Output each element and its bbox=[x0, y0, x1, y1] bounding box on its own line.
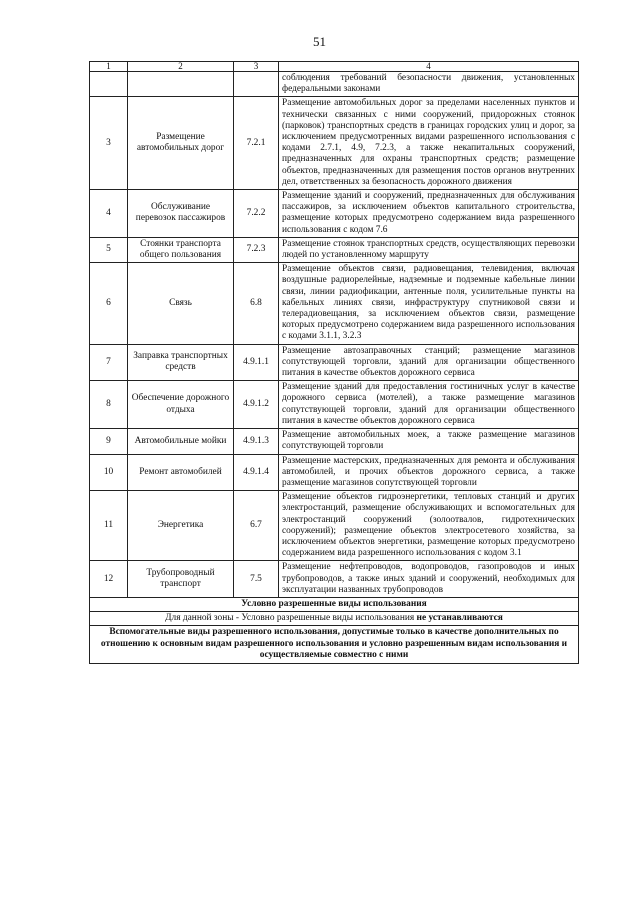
continuation-text: соблюдения требований безопасности движения, установленных федеральными законами bbox=[279, 72, 579, 97]
page-number: 51 bbox=[313, 34, 326, 49]
row-number: 7 bbox=[90, 344, 128, 381]
use-type-code: 4.9.1.1 bbox=[234, 344, 279, 381]
use-type-name: Трубопроводный транспорт bbox=[128, 561, 234, 598]
use-type-code: 7.2.2 bbox=[234, 190, 279, 238]
continuation-row bbox=[90, 72, 579, 97]
use-type-description: Размещение автозаправочных станций; размещение магазинов сопутствующей торговли, зданий для организации общественного питания в качестве объектов дорожного сервиса bbox=[279, 344, 579, 381]
use-type-code: 4.9.1.2 bbox=[234, 381, 279, 429]
column-number: 1 bbox=[90, 62, 128, 72]
conditional-note bbox=[90, 612, 579, 626]
auxiliary-section-row bbox=[90, 626, 579, 664]
use-type-name: Энергетика bbox=[128, 491, 234, 561]
table-row bbox=[90, 454, 579, 491]
conditional-note-row bbox=[90, 612, 579, 626]
use-type-code: 7.2.3 bbox=[234, 237, 279, 262]
table-row bbox=[90, 263, 579, 344]
auxiliary-section-title: Вспомогательные виды разрешенного использования, допустимые только в качестве дополнительных по отношению к основным видам разрешенного использования и условно разрешенным видам использования и осуществляемые совместно с ними bbox=[90, 626, 579, 664]
use-type-code: 4.9.1.4 bbox=[234, 454, 279, 491]
column-number: 4 bbox=[279, 62, 579, 72]
row-number: 3 bbox=[90, 97, 128, 190]
table-row bbox=[90, 344, 579, 381]
land-use-table bbox=[89, 61, 579, 664]
row-number: 11 bbox=[90, 491, 128, 561]
row-number: 12 bbox=[90, 561, 128, 598]
use-type-description: Размещение стоянок транспортных средств, осуществляющих перевозки людей по установленному маршруту bbox=[279, 237, 579, 262]
use-type-code: 6.8 bbox=[234, 263, 279, 344]
conditional-note-text: Для данной зоны - Условно разрешенные виды использования bbox=[165, 613, 415, 624]
table-footer bbox=[90, 597, 579, 663]
use-type-description: Размещение зданий и сооружений, предназначенных для обслуживания пассажиров, за исключением объектов капитального строительства, размещение которых предусмотрено содержанием вида разрешенного использования с кодом 7.6 bbox=[279, 190, 579, 238]
row-number: 4 bbox=[90, 190, 128, 238]
conditional-note-emphasis: не устанавливаются bbox=[416, 613, 503, 624]
row-number: 8 bbox=[90, 381, 128, 429]
table-row bbox=[90, 429, 579, 454]
use-type-name: Стоянки транспорта общего пользования bbox=[128, 237, 234, 262]
row-number: 6 bbox=[90, 263, 128, 344]
use-type-name: Автомобильные мойки bbox=[128, 429, 234, 454]
column-number-row bbox=[90, 62, 579, 72]
table-row bbox=[90, 381, 579, 429]
table-row bbox=[90, 97, 579, 190]
table-row bbox=[90, 190, 579, 238]
use-type-description: Размещение объектов связи, радиовещания, телевидения, включая воздушные радиорелейные, надземные и подземные кабельные линии связи, линии радиофикации, антенные поля, усилительные пункты на кабельных линиях связи, инфраструктуру спутниковой связи и телерадиовещания, за исключением объектов связи, размещение которых предусмотрено содержанием вида разрешенного использования с кодами 3.1.1, 3.2.3 bbox=[279, 263, 579, 344]
row-number: 5 bbox=[90, 237, 128, 262]
table-row bbox=[90, 237, 579, 262]
use-type-code: 6.7 bbox=[234, 491, 279, 561]
use-type-name: Связь bbox=[128, 263, 234, 344]
use-type-description: Размещение зданий для предоставления гостиничных услуг в качестве дорожного сервиса (мотелей), а также размещение магазинов сопутствующей торговли, зданий для организации общественного питания в качестве объектов дорожного сервиса bbox=[279, 381, 579, 429]
row-number: 10 bbox=[90, 454, 128, 491]
use-type-description: Размещение объектов гидроэнергетики, тепловых станций и других электростанций, размещение обслуживающих и вспомогательных для электростанций сооружений (золоотвалов, гидротехнических сооружений); размещение объектов электросетевого хозяйства, за исключением объектов энергетики, размещение которых предусмотрено содержанием вида разрешенного использования с кодом 3.1 bbox=[279, 491, 579, 561]
use-type-description: Размещение нефтепроводов, водопроводов, газопроводов и иных трубопроводов, а также иных зданий и сооружений, необходимых для эксплуатации названных трубопроводов bbox=[279, 561, 579, 598]
use-type-code: 7.2.1 bbox=[234, 97, 279, 190]
table-row bbox=[90, 491, 579, 561]
use-type-name: Обеспечение дорожного отдыха bbox=[128, 381, 234, 429]
column-number: 2 bbox=[128, 62, 234, 72]
use-type-description: Размещение мастерских, предназначенных для ремонта и обслуживания автомобилей, и прочих объектов дорожного сервиса, а также размещение магазинов сопутствующей торговли bbox=[279, 454, 579, 491]
table-body bbox=[90, 62, 579, 598]
use-type-code: 7.5 bbox=[234, 561, 279, 598]
use-type-name: Заправка транспортных средств bbox=[128, 344, 234, 381]
column-number: 3 bbox=[234, 62, 279, 72]
table-row bbox=[90, 561, 579, 598]
use-type-code: 4.9.1.3 bbox=[234, 429, 279, 454]
use-type-description: Размещение автомобильных дорог за пределами населенных пунктов и технически связанных с ними сооружений, придорожных стоянок (парковок) транспортных средств в границах городских улиц и дорог, за исключением предусмотренных видами разрешенного использования с кодами 2.7.1, 4.9, 7.2.3, а также некапитальных сооружений, предназначенных для охраны транспортных средств; размещение объектов, предназначенных для размещения постов органов внутренних дел, ответственных за безопасность дорожного движения bbox=[279, 97, 579, 190]
use-type-name: Ремонт автомобилей bbox=[128, 454, 234, 491]
use-type-name: Размещение автомобильных дорог bbox=[128, 97, 234, 190]
row-number: 9 bbox=[90, 429, 128, 454]
conditional-section-title: Условно разрешенные виды использования bbox=[90, 597, 579, 611]
use-type-name: Обслуживание перевозок пассажиров bbox=[128, 190, 234, 238]
use-type-description: Размещение автомобильных моек, а также размещение магазинов сопутствующей торговли bbox=[279, 429, 579, 454]
conditional-section-row bbox=[90, 597, 579, 611]
